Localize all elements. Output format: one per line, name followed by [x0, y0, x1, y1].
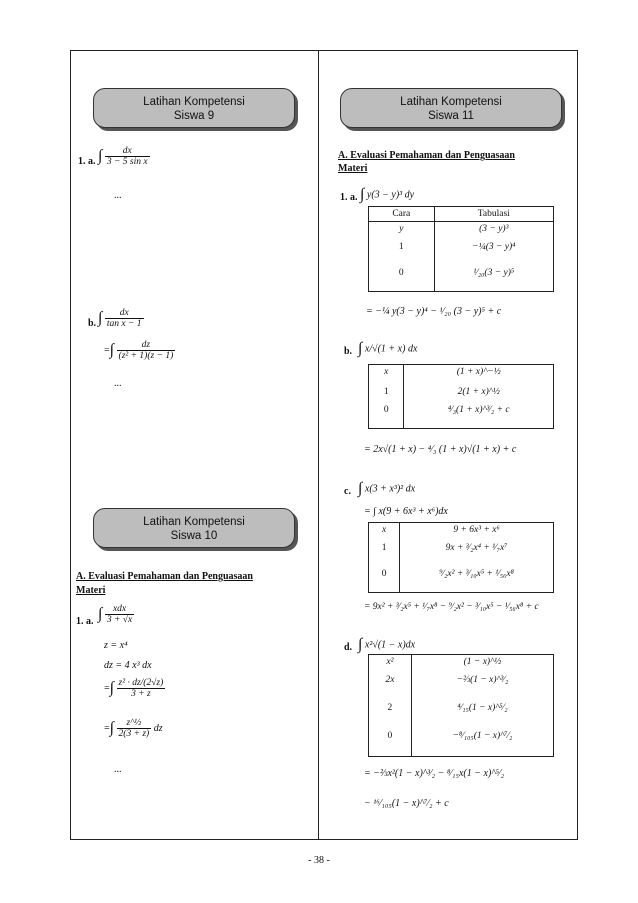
table-row: 1 9x + ³⁄₂x⁴ + ¹⁄₇x⁷ — [369, 541, 554, 567]
table-row — [369, 207, 554, 222]
integral-icon: ∫ — [98, 605, 103, 623]
banner-siswa-10 — [93, 508, 295, 548]
table-row: 0 ¹⁄₂₀(3 − y)⁵ — [369, 266, 554, 292]
integral-icon: ∫ — [98, 309, 103, 327]
fraction: $\frac{dx}{\text{tan x − 1}}$ — [106, 308, 142, 329]
section-heading-cont: Materi — [338, 163, 368, 174]
tabulation-table — [368, 364, 554, 429]
page-number: - 38 - — [308, 855, 330, 866]
column-divider — [318, 50, 319, 840]
table-row: 2 ⁴⁄₁₅(1 − x)^⁵⁄₂ — [369, 701, 554, 729]
problem-label: 1. a. — [76, 616, 94, 627]
table-row: 0 ⁹⁄₂x² + ³⁄₁₀x⁵ + ¹⁄₅₆x⁸ — [369, 567, 554, 593]
integral-icon: ∫ — [360, 186, 365, 203]
section-heading: A. Evaluasi Pemahaman dan Penguasaan — [338, 150, 515, 161]
problem-label: b. — [88, 318, 97, 329]
result: = 2x√(1 + x) − ⁴⁄₃ (1 + x)√(1 + x) + c — [364, 444, 517, 455]
banner-title: Latihan Kompetensi — [143, 96, 245, 108]
table-row: 1 −¼(3 − y)⁴ — [369, 240, 554, 266]
integral-expression: ∫ x(3 + x³)² dx — [358, 480, 416, 497]
ellipsis: ... — [114, 190, 122, 201]
problem-label: 1. a. — [340, 192, 358, 203]
integral-expression — [98, 308, 144, 329]
banner-subtitle: Siswa 11 — [428, 110, 474, 122]
table-header: Tabulasi — [434, 207, 553, 222]
banner-subtitle: Siswa 9 — [173, 110, 215, 122]
table-row: y (3 − y)³ — [369, 222, 554, 240]
result: = −¼ y(3 − y)⁴ − ¹⁄₂₀ (3 − y)⁵ + c — [366, 306, 502, 317]
banner-siswa-9 — [93, 88, 295, 128]
integral-expression — [98, 146, 150, 167]
substitution: z = x⁴ — [104, 640, 128, 651]
ellipsis: ... — [114, 378, 122, 389]
integral-icon: ∫ — [358, 636, 363, 653]
table-header: Cara — [369, 207, 435, 222]
banner-title: Latihan Kompetensi — [400, 96, 502, 108]
integral-expression: ∫ x/√(1 + x) dx — [358, 340, 418, 357]
fraction: $\frac{\text{xdx}}{3 + √x}$ — [106, 604, 133, 625]
integral-icon: ∫ — [109, 679, 115, 697]
tabulation-table — [368, 522, 554, 593]
integral-expression: ∫ y(3 − y)³ dy — [360, 186, 415, 203]
integral-expression — [98, 604, 134, 625]
problem-label: d. — [344, 642, 353, 653]
tabulation-table — [368, 206, 554, 292]
banner-siswa-11 — [340, 88, 562, 128]
result: = −⅔x²(1 − x)^³⁄₂ − ⁸⁄₁₅x(1 − x)^⁵⁄₂ — [364, 768, 505, 779]
tabulation-table — [368, 654, 554, 757]
integral-icon: ∫ — [109, 719, 115, 737]
integral-icon: ∫ — [109, 341, 115, 359]
result: = 9x² + ³⁄₂x⁵ + ¹⁄₇x⁸ − ⁹⁄₂x² − ³⁄₁₀x⁵ − ¹⁄₅₆x⁸ + c — [364, 602, 539, 612]
fraction: $\frac{\text{z² · dz/(2√z)}}{3 + z}$ — [118, 678, 164, 699]
banner-subtitle: Siswa 10 — [170, 530, 218, 542]
banner-title: Latihan Kompetensi — [143, 516, 245, 528]
integral-icon: ∫ — [358, 480, 363, 497]
section-heading: A. Evaluasi Pemahaman dan Penguasaan Materi — [76, 571, 253, 596]
integral-expression: =∫ $\frac{dz}{\text{(z² + 1)(z − 1)}}$ — [104, 340, 174, 361]
problem-label: c. — [344, 486, 351, 497]
expansion: = ∫ x(9 + 6x³ + x⁶)dx — [364, 506, 448, 517]
fraction: $\frac{\text{z\textasciicircum{}½}}{2(3 + z)}$ — [118, 718, 150, 739]
problem-label: b. — [344, 346, 353, 357]
integral-expression: =∫ $\frac{\text{z² · dz/(2√z)}}{3 + z}$ — [104, 678, 164, 699]
table-row: 0 −⁸⁄₁₀₅(1 − x)^⁷⁄₂ — [369, 729, 554, 757]
table-row: x (1 + x)^−½ — [369, 365, 554, 385]
integral-icon: ∫ — [358, 340, 363, 357]
table-row: x² (1 − x)^½ — [369, 655, 554, 673]
integral-expression: =∫ $\frac{\text{z\textasciicircum{}½}}{2(3 + z)}$ dz — [104, 718, 163, 739]
integral-icon: ∫ — [98, 147, 103, 165]
table-row: x 9 + 6x³ + x⁶ — [369, 523, 554, 541]
substitution-derivative: dz = 4 x³ dx — [104, 660, 152, 671]
table-row: 0 ⁴⁄₃(1 + x)^³⁄₂ + c — [369, 403, 554, 429]
problem-label: 1. a. — [78, 156, 96, 167]
table-row: 1 2(1 + x)^½ — [369, 385, 554, 403]
ellipsis: ... — [114, 764, 122, 775]
fraction: $\frac{dx}{\text{3 − 5 sin x}}$ — [106, 146, 148, 167]
table-row: 2x −⅔(1 − x)^³⁄₂ — [369, 673, 554, 701]
fraction: $\frac{dz}{\text{(z² + 1)(z − 1)}}$ — [118, 340, 174, 361]
integral-expression: ∫ x²√(1 − x)dx — [358, 636, 416, 653]
result-cont: − ¹⁶⁄₁₀₅(1 − x)^⁷⁄₂ + c — [364, 798, 449, 809]
